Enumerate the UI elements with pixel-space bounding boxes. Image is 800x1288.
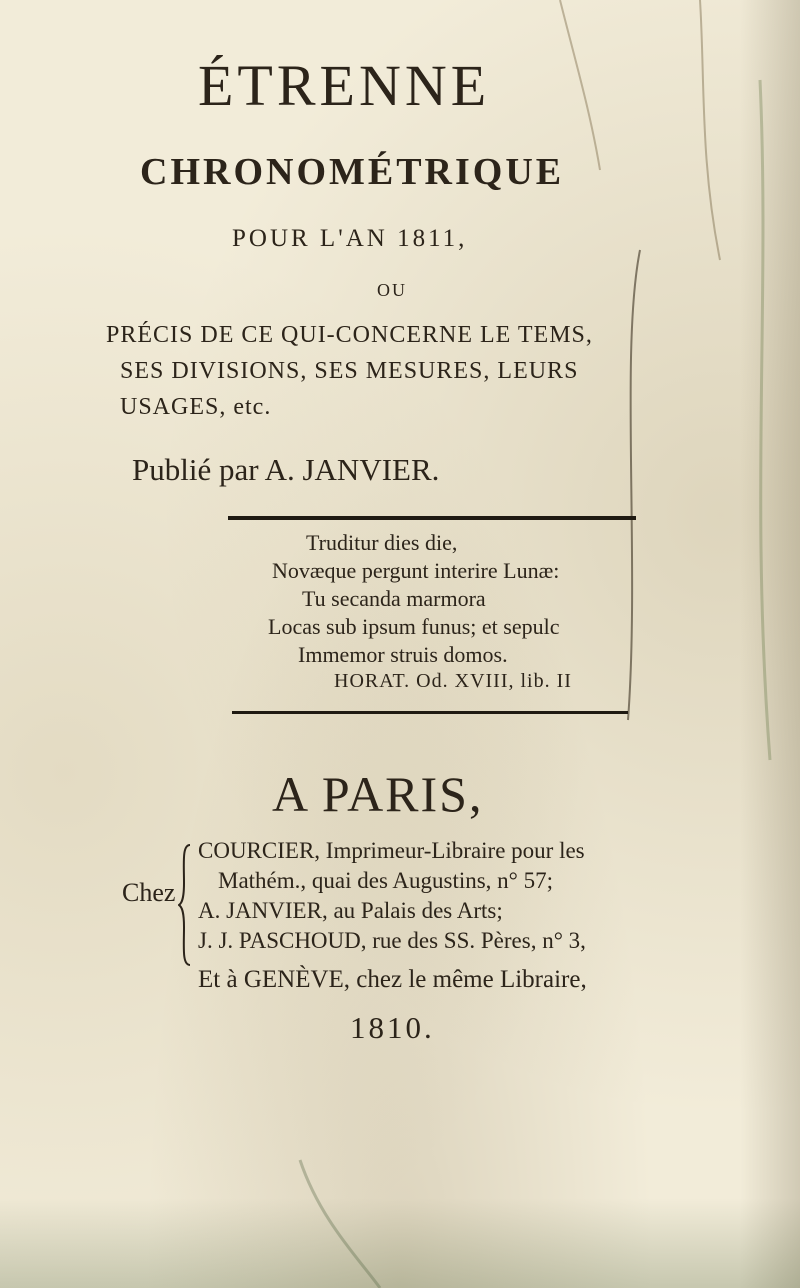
ou-word: OU [377, 280, 407, 300]
epigraph-line: Truditur dies die, [306, 530, 458, 555]
brace-icon [178, 843, 192, 967]
publisher-line: J. J. PASCHOUD, rue des SS. Pères, n° 3, [198, 928, 586, 953]
title-line-2: CHRONOMÉTRIQUE [140, 151, 565, 193]
bottom-rule [232, 711, 628, 714]
chez-label: Chez [122, 878, 176, 907]
subtitle-line-1: PRÉCIS DE CE QUI-CONCERNE LE TEMS, [106, 322, 593, 348]
subtitle-line-3: USAGES, etc. [120, 394, 272, 420]
subtitle-line-2: SES DIVISIONS, SES MESURES, LEURS [120, 358, 579, 384]
top-rule [228, 516, 636, 520]
city-line: A PARIS, [272, 766, 484, 822]
epigraph-line: Novæque pergunt interire Lunæ: [272, 558, 560, 583]
epigraph-attribution: HORAT. Od. XVIII, lib. II [334, 670, 572, 692]
author-line: Publié par A. JANVIER. [132, 452, 440, 487]
epigraph-line: Tu secanda marmora [302, 586, 486, 611]
publication-year: 1810. [350, 1010, 435, 1045]
epigraph-line: Locas sub ipsum funus; et sepulc [268, 614, 560, 639]
epigraph-line: Immemor struis domos. [298, 642, 508, 667]
geneve-line: Et à GENÈVE, chez le même Libraire, [198, 966, 587, 993]
publisher-line: A. JANVIER, au Palais des Arts; [198, 898, 503, 923]
publisher-line: Mathém., quai des Augustins, n° 57; [218, 868, 554, 893]
publisher-line: COURCIER, Imprimeur-Libraire pour les [198, 838, 585, 863]
title-line-1: ÉTRENNE [198, 53, 491, 118]
year-line: POUR L'AN 1811, [232, 225, 468, 252]
